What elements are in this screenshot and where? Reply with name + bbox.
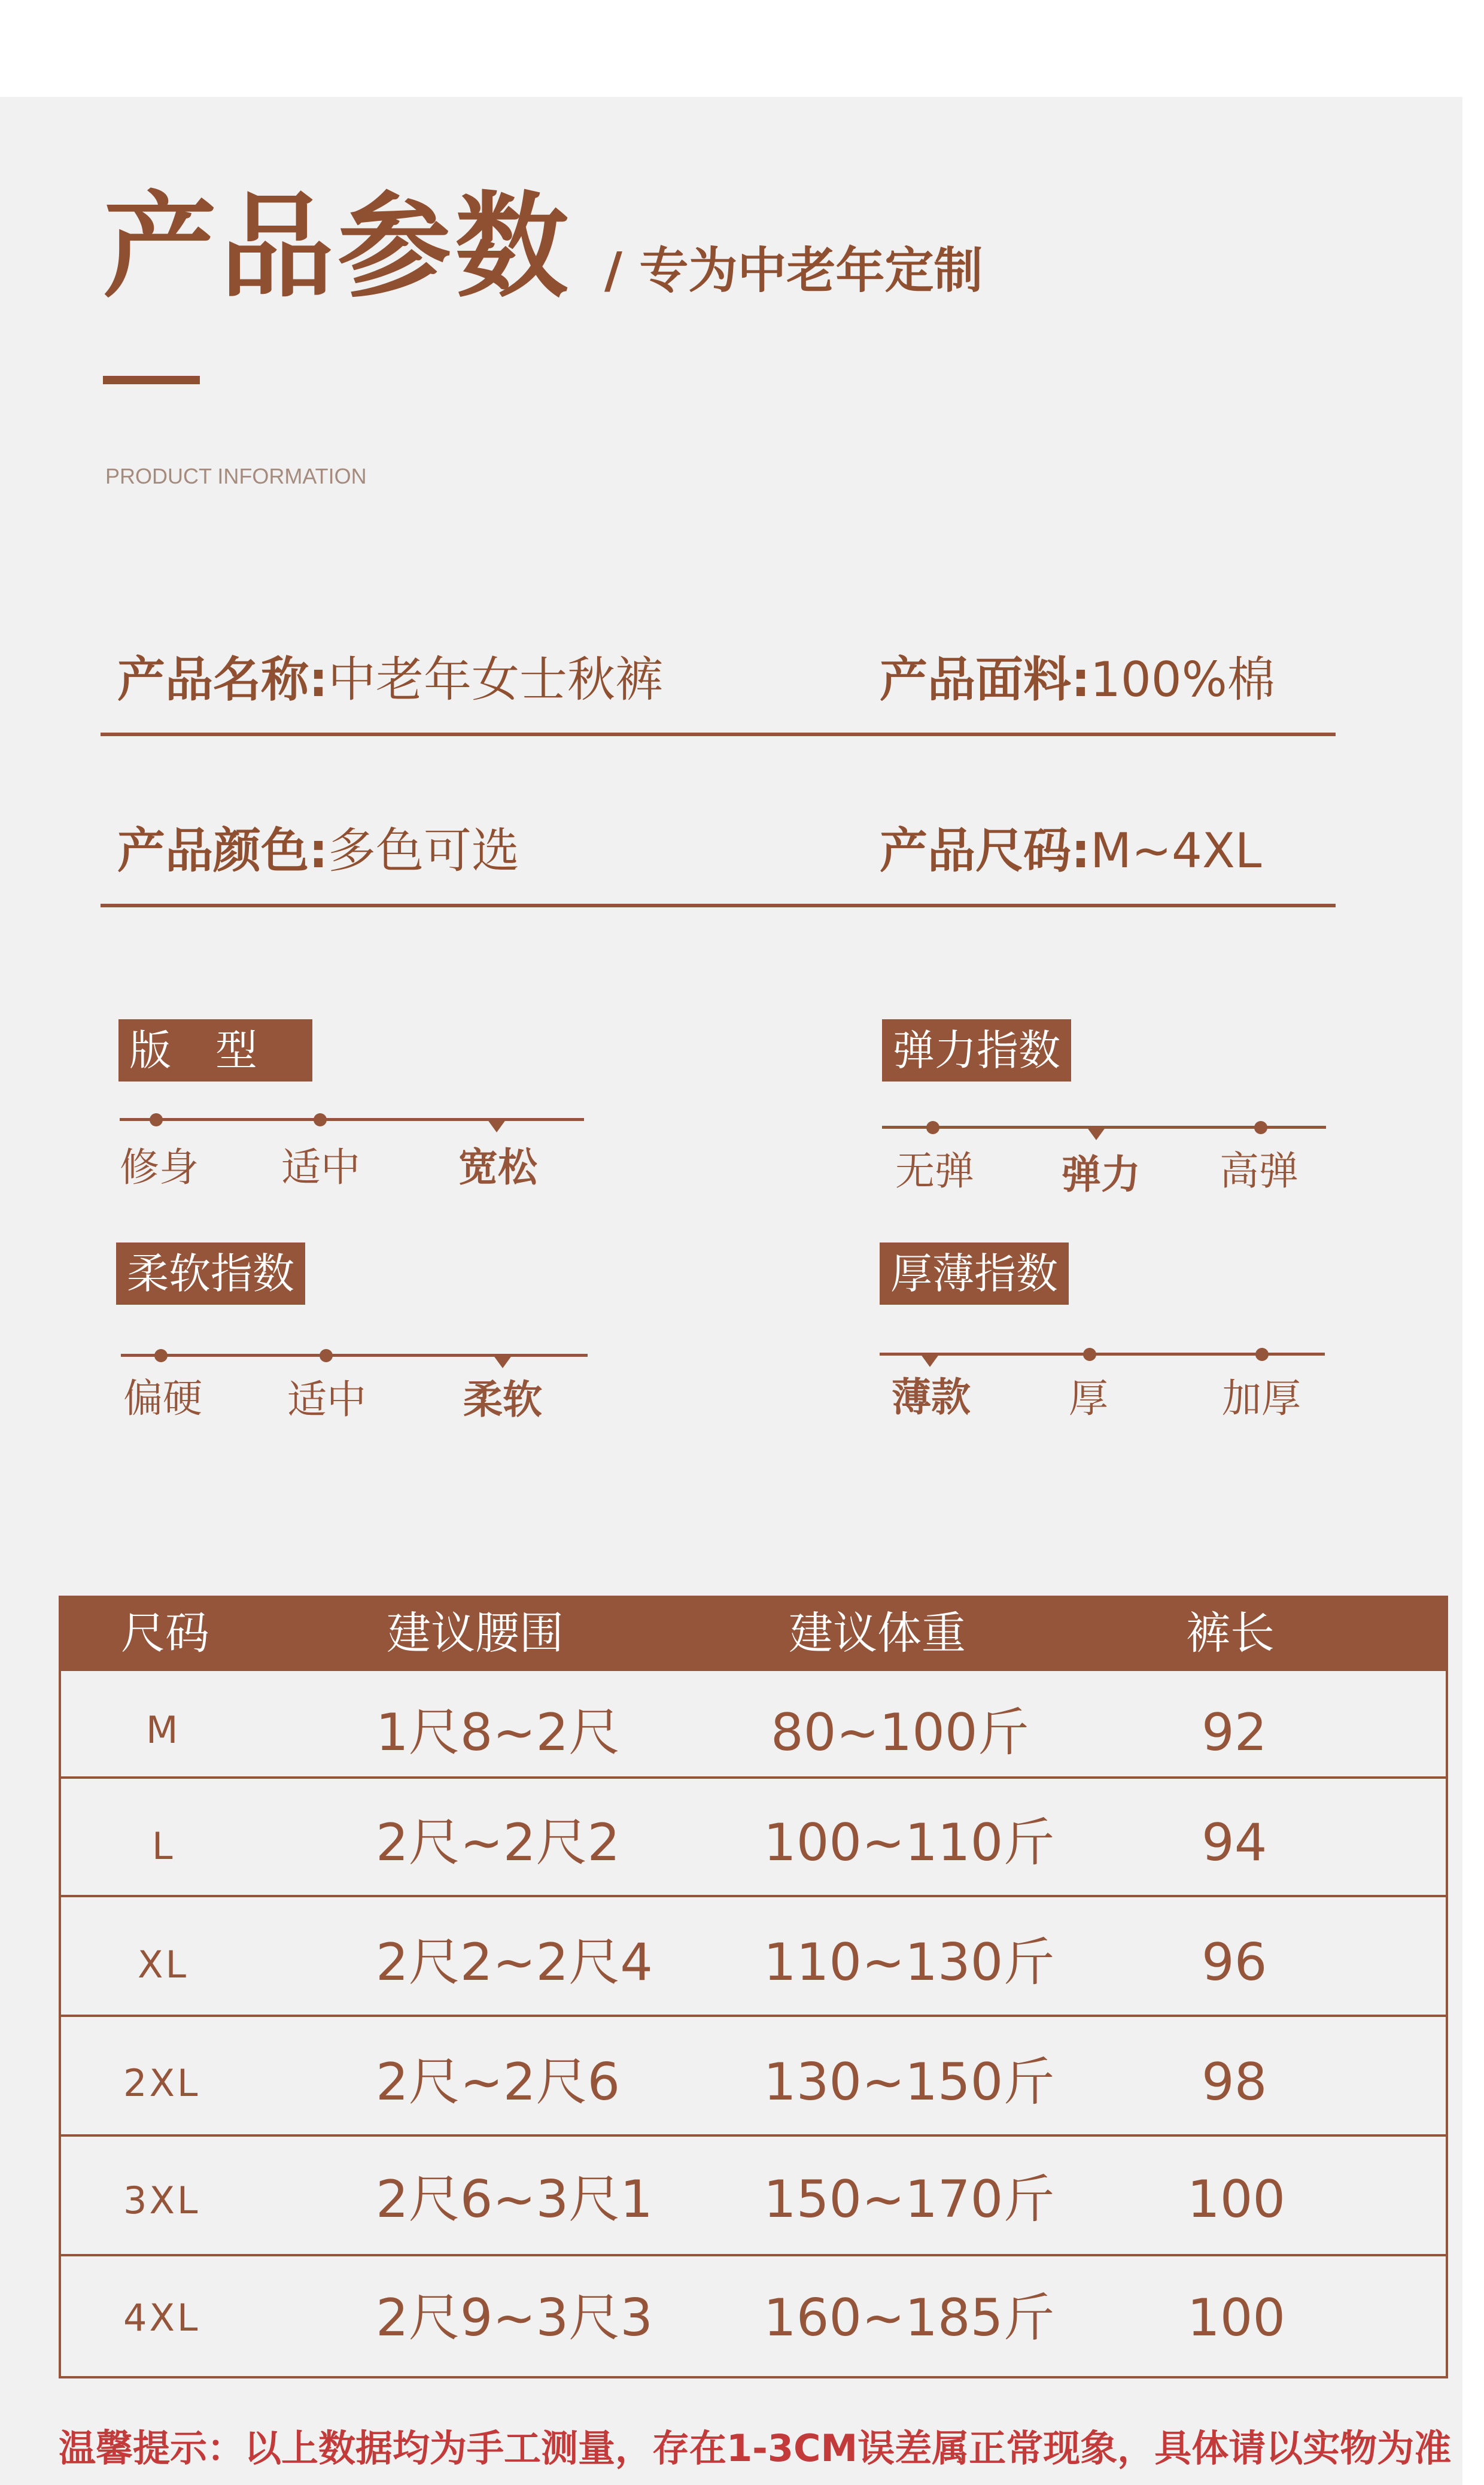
fit-tag: 版型 bbox=[118, 1019, 312, 1082]
scale-dot bbox=[314, 1113, 327, 1126]
table-header-cell: 建议体重 bbox=[789, 1608, 966, 1659]
table-cell: 94 bbox=[1202, 1813, 1267, 1873]
thickness-tag: 厚薄指数 bbox=[880, 1242, 1069, 1305]
scale-dot bbox=[926, 1121, 939, 1134]
table-cell-size: 3XL bbox=[123, 2179, 200, 2222]
fit-option: 适中 bbox=[281, 1144, 360, 1190]
product-fabric-value: 100%棉 bbox=[1090, 652, 1275, 707]
product-name-label: 产品名称: bbox=[117, 652, 328, 707]
table-cell: 160~185斤 bbox=[764, 2288, 1055, 2348]
size-table bbox=[59, 1596, 1448, 2378]
product-size-field bbox=[880, 823, 1262, 879]
table-cell-size: 2XL bbox=[123, 2061, 200, 2105]
table-cell: 100 bbox=[1187, 2170, 1286, 2229]
row-divider bbox=[61, 2254, 1446, 2256]
scale-dot bbox=[1083, 1348, 1096, 1361]
table-cell: 100 bbox=[1187, 2288, 1286, 2348]
measurement-note: 温馨提示：以上数据均为手工测量，存在1-3CM误差属正常现象，具体请以实物为准 bbox=[59, 2426, 1452, 2470]
table-header-cell: 尺码 bbox=[121, 1608, 209, 1659]
table-cell-size: 4XL bbox=[123, 2296, 200, 2340]
product-size-value: M~4XL bbox=[1090, 823, 1262, 879]
thickness-option: 厚 bbox=[1069, 1375, 1108, 1421]
table-cell: 98 bbox=[1202, 2052, 1267, 2112]
page-title: 产品参数 bbox=[103, 181, 573, 313]
scale-dot bbox=[154, 1349, 168, 1362]
scale-dot bbox=[1254, 1121, 1267, 1134]
product-fabric-label: 产品面料: bbox=[880, 652, 1090, 707]
table-cell: 2尺~2尺2 bbox=[376, 1813, 621, 1873]
table-cell: 1尺8~2尺 bbox=[376, 1703, 621, 1763]
row-divider bbox=[61, 1776, 1446, 1779]
table-cell: 80~100斤 bbox=[771, 1703, 1029, 1763]
title-accent-bar bbox=[103, 376, 200, 384]
table-cell: 110~130斤 bbox=[764, 1933, 1055, 1992]
row-divider bbox=[61, 2015, 1446, 2017]
product-size-label: 产品尺码: bbox=[880, 823, 1090, 879]
scale-dot bbox=[1255, 1348, 1269, 1361]
row-divider bbox=[61, 2134, 1446, 2137]
table-cell: 150~170斤 bbox=[764, 2170, 1055, 2229]
softness-option-selected: 柔软 bbox=[463, 1377, 542, 1423]
product-fabric-field bbox=[880, 652, 1275, 707]
table-cell-size: M bbox=[146, 1708, 181, 1752]
table-header-cell: 建议腰围 bbox=[387, 1608, 564, 1659]
table-cell: 92 bbox=[1202, 1703, 1267, 1763]
table-cell: 2尺~2尺6 bbox=[376, 2052, 621, 2112]
softness-option: 偏硬 bbox=[123, 1375, 202, 1421]
fit-option: 修身 bbox=[120, 1144, 199, 1190]
scale-marker bbox=[920, 1354, 939, 1367]
table-cell: 100~110斤 bbox=[764, 1813, 1055, 1873]
product-color-label: 产品颜色: bbox=[117, 823, 328, 879]
elasticity-option-selected: 弹力 bbox=[1062, 1152, 1141, 1198]
thickness-option-selected: 薄款 bbox=[892, 1374, 971, 1420]
table-header-cell: 裤长 bbox=[1186, 1608, 1275, 1659]
scale-marker bbox=[1087, 1127, 1106, 1140]
scale-dot bbox=[320, 1349, 333, 1362]
scale-marker bbox=[487, 1119, 506, 1132]
softness-tag: 柔软指数 bbox=[116, 1242, 305, 1305]
english-caption: PRODUCT INFORMATION bbox=[105, 464, 367, 488]
product-color-value: 多色可选 bbox=[328, 823, 519, 879]
elasticity-option: 高弹 bbox=[1220, 1148, 1298, 1194]
softness-option: 适中 bbox=[287, 1377, 366, 1423]
thickness-option: 加厚 bbox=[1222, 1375, 1301, 1421]
table-cell: 96 bbox=[1202, 1933, 1267, 1992]
table-cell: 2尺2~2尺4 bbox=[376, 1933, 653, 1992]
table-header-row bbox=[61, 1596, 1446, 1671]
scale-dot bbox=[150, 1113, 163, 1126]
elasticity-option: 无弹 bbox=[895, 1148, 974, 1194]
fit-scale bbox=[120, 1118, 584, 1121]
softness-scale bbox=[121, 1354, 588, 1357]
product-name-field bbox=[117, 652, 663, 707]
info-divider bbox=[101, 733, 1336, 736]
table-cell-size: L bbox=[152, 1824, 175, 1868]
table-cell-size: XL bbox=[138, 1943, 189, 1986]
scale-marker bbox=[493, 1355, 512, 1368]
product-color-field bbox=[117, 823, 519, 879]
product-name-value: 中老年女士秋裤 bbox=[328, 652, 663, 707]
table-cell: 2尺9~3尺3 bbox=[376, 2288, 653, 2348]
elasticity-tag: 弹力指数 bbox=[882, 1019, 1071, 1082]
page-subtitle: / 专为中老年定制 bbox=[604, 242, 983, 299]
info-divider bbox=[101, 904, 1336, 907]
table-cell: 130~150斤 bbox=[764, 2052, 1055, 2112]
row-divider bbox=[61, 1895, 1446, 1897]
fit-option-selected: 宽松 bbox=[458, 1144, 537, 1190]
table-cell: 2尺6~3尺1 bbox=[376, 2170, 653, 2229]
